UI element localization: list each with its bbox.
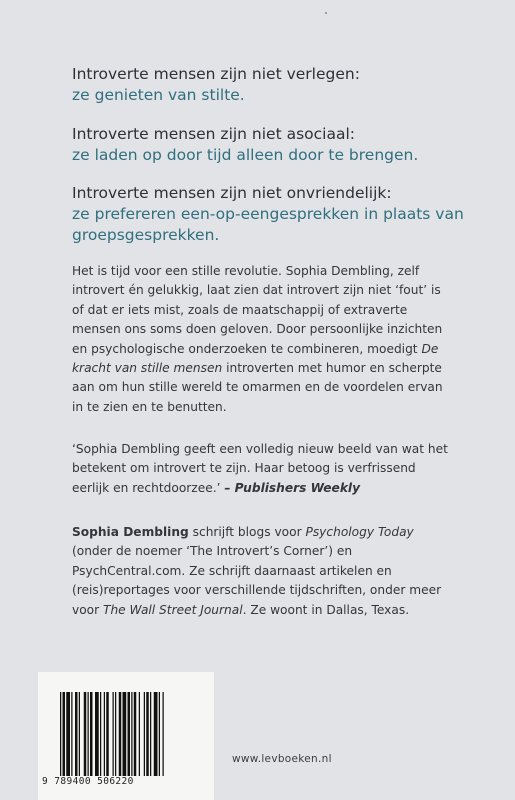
headline-3-sub: ze prefereren een-op-eengesprekken in plaats van groepsgesprekken. [72, 205, 464, 244]
blurb-part-1: Het is tijd voor een stille revolutie. Sophia Dembling, zelf introvert én gelukkig, laat zien dat introvert zijn niet ‘fout’ is of dat er iets mist, zoals de maatschappij of extraverte mensen ons soms doen geloven. Door persoonlijke inzichten en psychologische onderzoeken te combineren, moedigt [72, 264, 443, 356]
publisher-website: www.levboeken.nl [232, 753, 332, 765]
author-bio [72, 523, 450, 620]
bio-publication-1: Psychology Today [305, 525, 414, 539]
barcode-icon [60, 692, 200, 776]
headline-1-sub: ze genieten van stilte. [72, 86, 245, 104]
quote-source: – Publishers Weekly [224, 480, 361, 495]
review-quote [72, 440, 450, 498]
bio-part-1: schrijft blogs voor [188, 525, 306, 539]
barcode-area [38, 672, 214, 800]
bio-publication-2: The Wall Street Journal [103, 602, 243, 617]
book-title: De kracht van stille mensen [72, 341, 439, 376]
blurb-paragraph [72, 262, 450, 417]
quote-text: ‘Sophia Dembling geeft een volledig nieuw beeld van wat het betekent om introvert te zijn. Haar betoog is verfrissend eerlijk en rechtdoorzee.’ [72, 442, 448, 495]
barcode-number: 9 789400 506220 [42, 776, 134, 787]
bio-part-3: . Ze woont in Dallas, Texas. [242, 602, 410, 617]
headline-3 [72, 183, 492, 246]
headline-2 [72, 124, 492, 166]
headline-3-main: Introverte mensen zijn niet onvriendelijk: [72, 184, 392, 202]
headline-2-sub: ze laden op door tijd alleen door te brengen. [72, 146, 419, 164]
print-speck [325, 12, 327, 14]
headline-1-main: Introverte mensen zijn niet verlegen: [72, 65, 360, 83]
headline-1 [72, 64, 492, 106]
author-name: Sophia Dembling [72, 525, 189, 539]
headline-2-main: Introverte mensen zijn niet asociaal: [72, 125, 356, 143]
bio-part-2: (onder de noemer ‘The Introvert’s Corner’) en PsychCentral.com. Ze schrijft daarnaast artikelen en (reis)reportages voor verschillende tijdschriften, onder meer voor [72, 544, 442, 617]
blurb-part-2: introverten met humor en scherpte aan om hun stille wereld te omarmen en de voordelen ervan in te zien en te benutten. [72, 361, 443, 414]
